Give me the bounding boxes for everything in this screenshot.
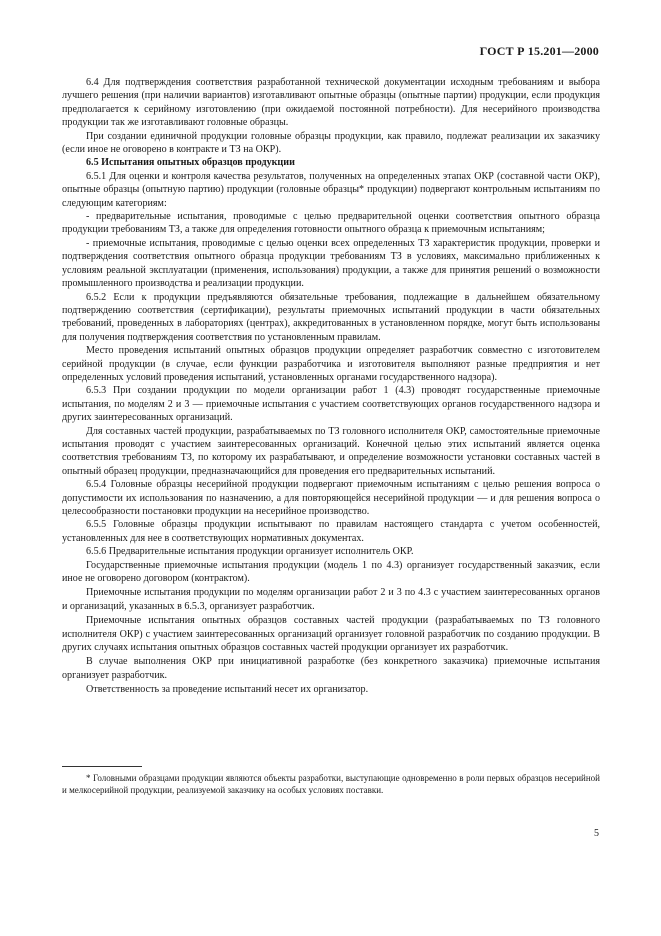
section-heading: 6.5 Испытания опытных образцов продукции <box>86 157 295 169</box>
list-item: - предварительные испытания, проводимые с целью предварительной оценки соответствия опытного образца продукции требованиям ТЗ, а также для определения готовности опытного образца к приемочным испытаниям; <box>62 211 600 236</box>
paragraph: Для составных частей продукции, разрабатываемых по ТЗ головного исполнителя ОКР, самостоятельные приемочные испытания проводят с участием заинтересованных организаций. Конечной целью этих испытаний является оценка соответствия требованиям ТЗ, по которому их разрабатывают, и определение возможности установки составных частей в опытный образец продукции, предназначающийся для проведения его предварительных испытаний. <box>62 425 600 477</box>
paragraph: 6.5.4 Головные образцы несерийной продукции подвергают приемочным испытаниям с целью решения вопроса о допустимости их использования по назначению, а для повторяющейся несерийной продукции — и для решения вопроса о целесообразности постановки продукции на несерийное производство. <box>62 479 600 517</box>
footnote-divider <box>62 766 142 767</box>
paragraph: 6.5.3 При создании продукции по модели организации работ 1 (4.3) проводят государственные приемочные испытания, по моделям 2 и 3 — приемочные испытания с участием соответствующих органов государственного надзора и других заинтересованных организаций. <box>62 385 600 424</box>
paragraph: Приемочные испытания продукции по моделям организации работ 2 и 3 по 4.3 с участием заинтересованных органов и организаций, указанных в 6.5.3, организует разработчик. <box>62 587 600 612</box>
paragraph: В случае выполнения ОКР при инициативной разработке (без конкретного заказчика) приемочные испытания организует разработчик. <box>62 656 600 681</box>
paragraph: 6.5.6 Предварительные испытания продукции организует исполнитель ОКР. <box>86 546 414 558</box>
paragraph: 6.4 Для подтверждения соответствия разработанной технической документации исходным требованиям и выбора лучшего решения (при наличии вариантов) изготавливают опытные образцы (опытные партии) продукции, если продукция предполагается к серийному изготовлению (при ожидаемой постоянной потребности). Для несерийного производства продукции так же изготавливают головные образцы. <box>62 77 600 129</box>
list-item: - приемочные испытания, проводимые с целью оценки всех определенных ТЗ характеристик продукции, проверки и подтверждения соответствия опытного образца продукции требованиям ТЗ в условиях, максимально приближенных к условиям реальной эксплуатации (применения, использования) продукции, а также для принятия решений о возможности промышленного производства и реализации продукции. <box>62 237 600 290</box>
paragraph: Государственные приемочные испытания продукции (модель 1 по 4.3) организует государственный заказчик, если иное не оговорено договором (контрактом). <box>62 559 600 585</box>
paragraph: Место проведения испытаний опытных образцов продукции определяет разработчик совместно с изготовителем серийной продукции (в случае, если функции разработчика и изготовителя выполняют разные предприятия и нет определенных условий проведения испытаний, установленных органами государственного надзора). <box>62 345 600 383</box>
paragraph: Ответственность за проведение испытаний несет их организатор. <box>86 684 369 696</box>
body-text <box>62 76 600 697</box>
page-number: 5 <box>594 828 599 839</box>
paragraph: Приемочные испытания опытных образцов составных частей продукции (разрабатываемых по ТЗ головного исполнителя ОКР) с участием заинтересованных организаций организует головной разработчик по созданию продукции. В других случаях испытания опытных образцов составных частей продукции организует их разработчик. <box>62 615 600 654</box>
paragraph: При создании единичной продукции головные образцы продукции, как правило, подлежат реализации их заказчику (если иное не оговорено в контракте и ТЗ на ОКР). <box>62 130 600 156</box>
paragraph: 6.5.5 Головные образцы продукции испытывают по правилам настоящего стандарта с учетом особенностей, установленных для нее в соответствующих нормативных документах. <box>62 519 600 544</box>
page-header-standard-number: ГОСТ Р 15.201—2000 <box>479 44 599 58</box>
footnote: * Головными образцами продукции являются объекты разработки, выступающие одновременно в роли первых образцов несерийной и мелкосерийной продукции, реализуемой заказчику на особых условиях поставки. <box>62 773 600 795</box>
paragraph: 6.5.2 Если к продукции предъявляются обязательные требования, подлежащие в дальнейшем обязательному подтверждению соответствия (сертификации), результаты приемочных испытаний продукции в части обязательных требований, проведенных в лабораториях (центрах), аккредитованных в установленном порядке, могут быть использованы для получения подтверждения соответствия по установленным правилам. <box>62 291 600 343</box>
paragraph: 6.5.1 Для оценки и контроля качества результатов, полученных на определенных этапах ОКР (составной части ОКР), опытные образцы (опытную партию) продукции (головные образцы* продукции) подвергают контрольным испытаниям по следующим категориям: <box>62 170 600 209</box>
